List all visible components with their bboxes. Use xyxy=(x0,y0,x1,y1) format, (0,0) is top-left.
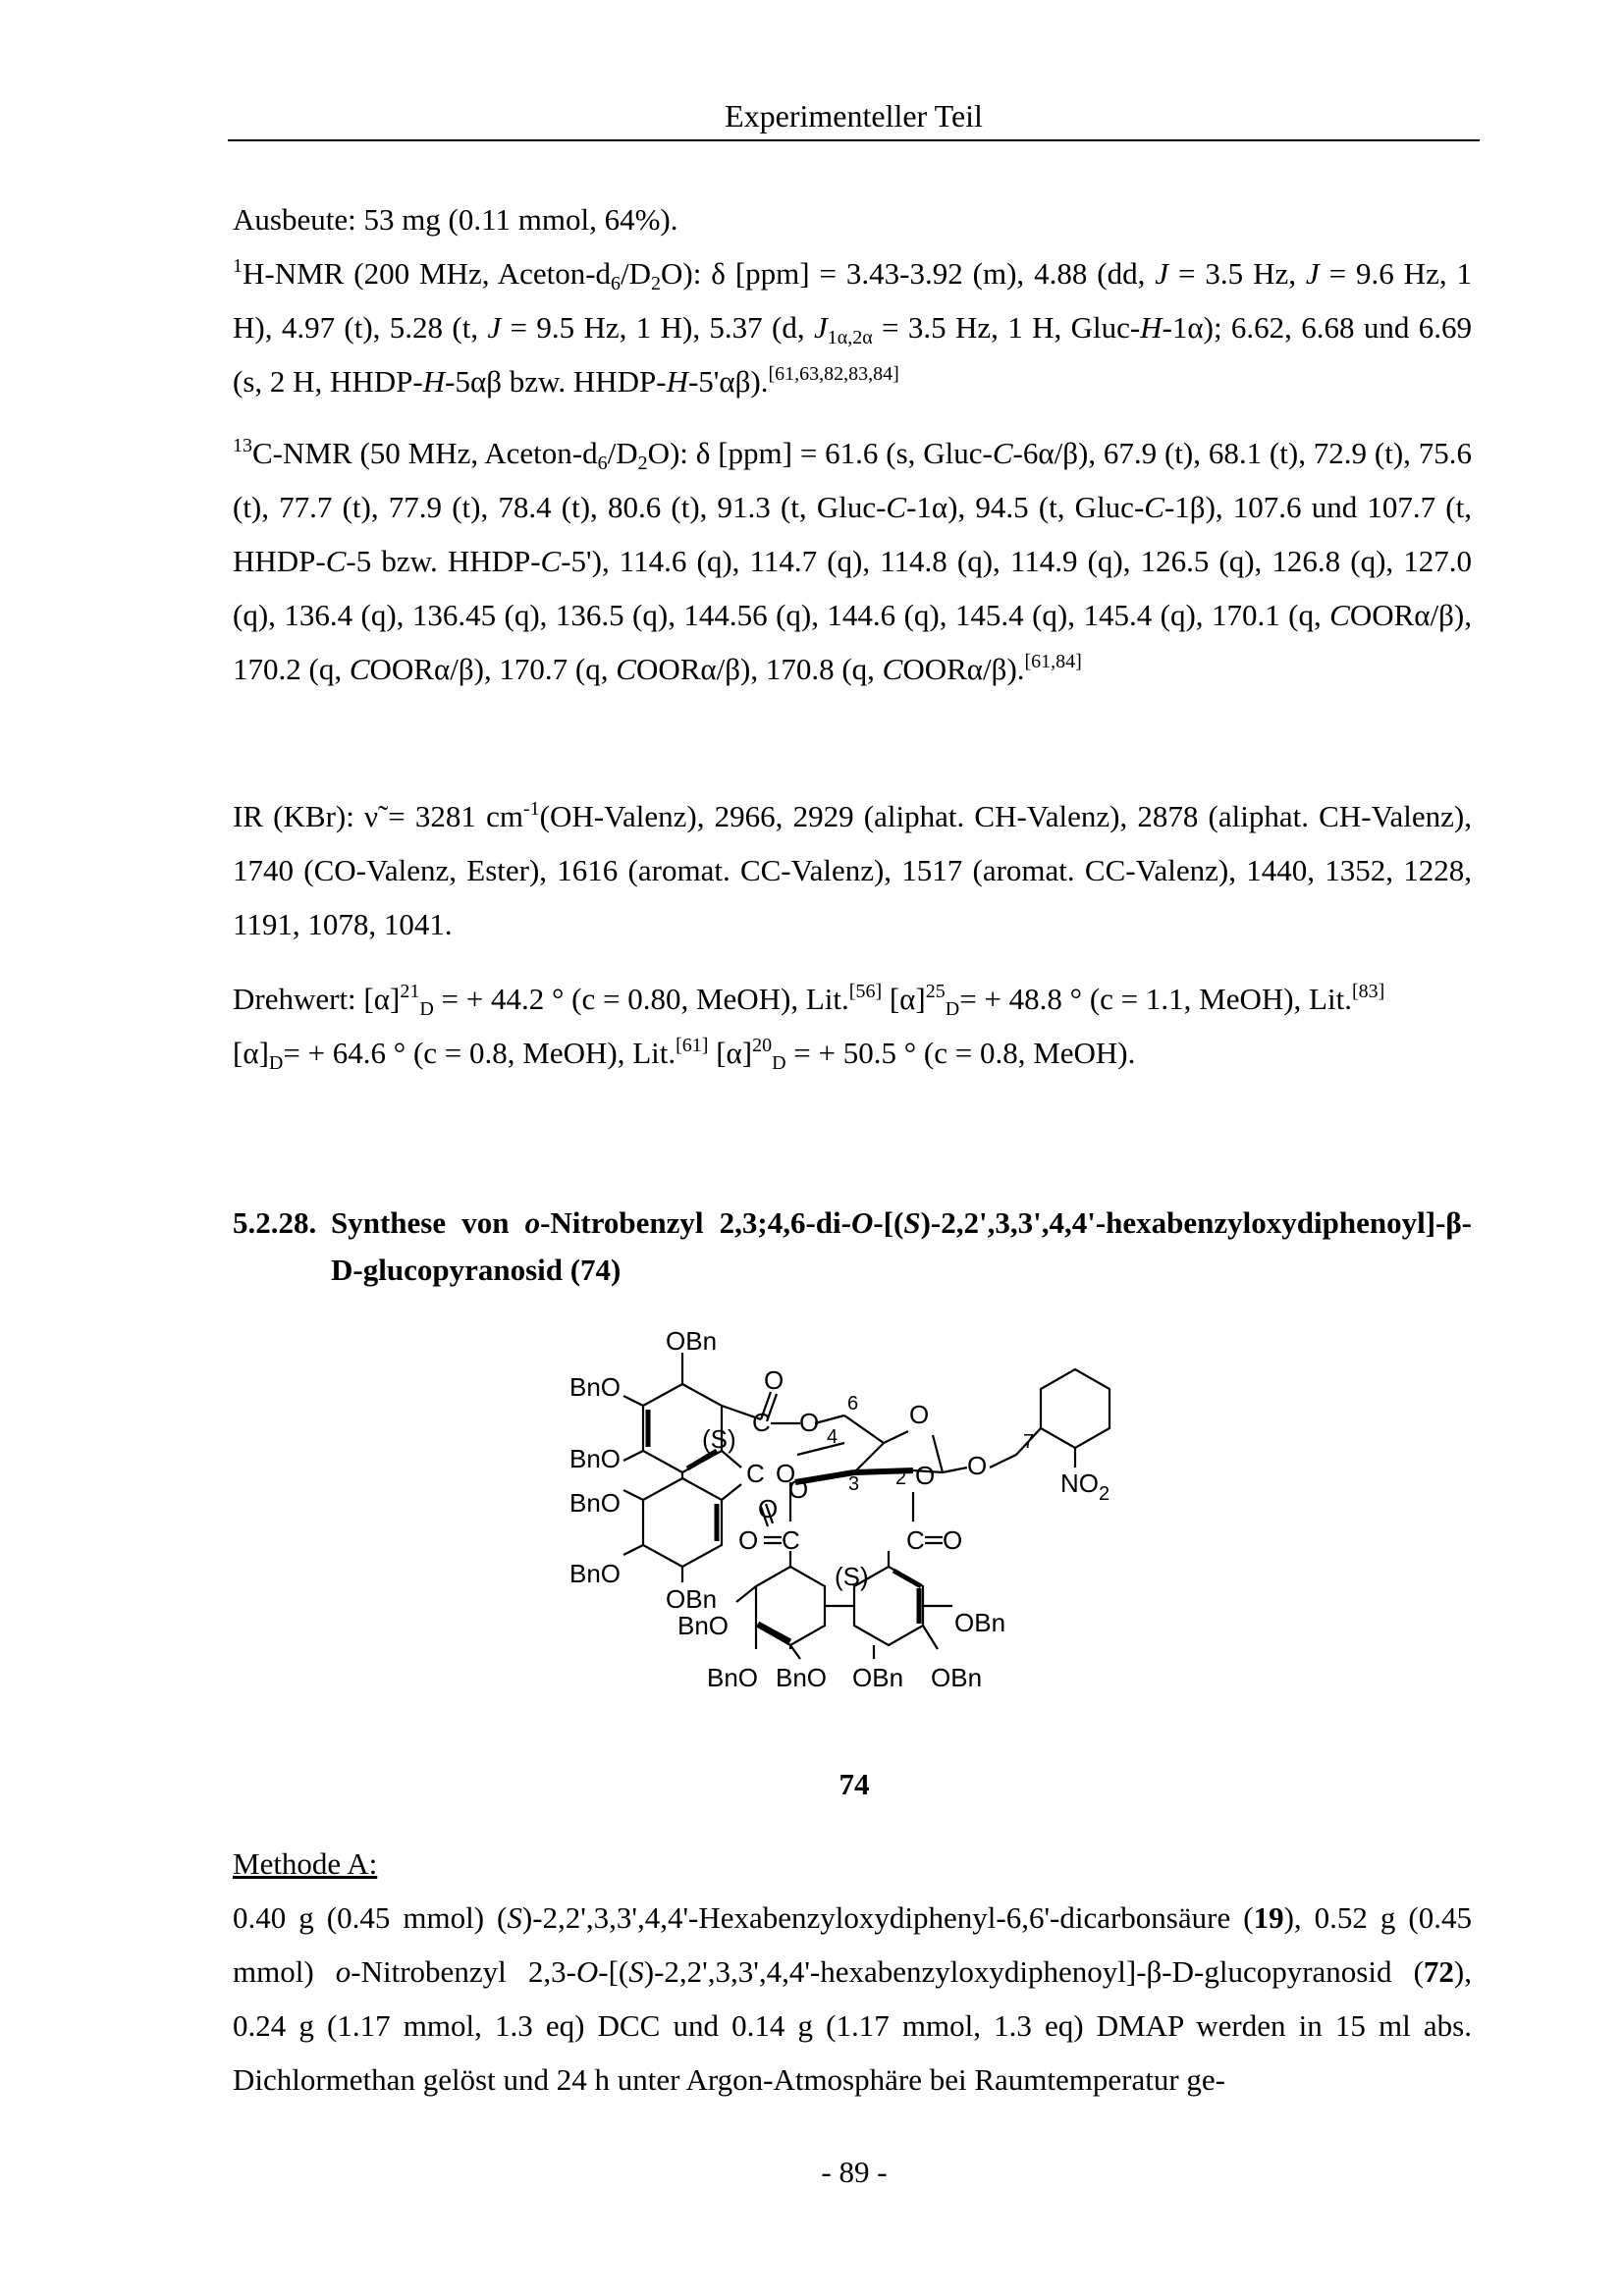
svg-text:C: C xyxy=(746,1459,765,1488)
svg-text:7: 7 xyxy=(1023,1431,1035,1453)
svg-text:O: O xyxy=(764,1365,784,1395)
svg-text:BnO: BnO xyxy=(569,1444,622,1473)
running-header: Experimenteller Teil xyxy=(228,98,1480,141)
ir-paragraph: IR (KBr): ν̃ = 3281 $cm^{-1}(OH-Valenz)$, 2966, 2929 (aliphat. CH-Valenz), 2878 (aliphat. CH-Valenz), 1740 (CO-Valenz, Ester), 1616 (aromat. CC-Valenz), 1517 (aromat. CC-Valenz), 1440, 1352, 1228, 1191, 1078, 1041. xyxy=(233,798,1472,941)
svg-text:C: C xyxy=(906,1525,925,1555)
svg-text:BnO: BnO xyxy=(707,1663,759,1692)
svg-text:O: O xyxy=(758,1494,779,1523)
method-title: Methode A: xyxy=(233,1846,378,1881)
svg-text:O: O xyxy=(967,1451,988,1480)
svg-text:C: C xyxy=(782,1525,800,1555)
svg-text:BnO: BnO xyxy=(776,1663,828,1692)
svg-text:3: 3 xyxy=(848,1473,860,1495)
svg-text:OBn: OBn xyxy=(666,1326,718,1356)
svg-text:BnO: BnO xyxy=(569,1372,622,1402)
section-heading xyxy=(233,1200,1472,1294)
svg-text:O: O xyxy=(788,1474,809,1504)
svg-text:NO: NO xyxy=(1060,1468,1099,1498)
svg-text:BnO: BnO xyxy=(677,1611,730,1640)
svg-text:OBn: OBn xyxy=(954,1608,1006,1637)
svg-text:O: O xyxy=(915,1461,936,1490)
svg-text:C: C xyxy=(752,1408,771,1437)
structure-diagram xyxy=(550,1325,1159,1836)
page-number: - 89 - xyxy=(821,2155,888,2189)
hnmr-paragraph: $^1$H-NMR (200 MHz, Aceton-$d_6/D_2O$): δ [ppm] = 3.43-3.92 (m), 4.88 (dd, J = 3.5 Hz, J = 9.6 Hz, 1 H), 4.97 (t), 5.28 (t, J = 9.5 Hz, 1 H), 5.37 (d, $J_{1\alpha,2\alpha} = 3.5$ Hz, 1 H, Gluc-H-1α); 6.62, 6.68 und 6.69 (s, 2 H, HHDP-H-5αβ bzw. HHDP-H-5'αβ).[61,63,82,83,84] xyxy=(233,255,1473,399)
svg-text:O: O xyxy=(943,1525,963,1555)
svg-text:OBn: OBn xyxy=(931,1663,983,1692)
molecule-74-drawing xyxy=(550,1325,1159,1836)
cnmr-paragraph: $^{13}$C-NMR (50 MHz, Aceton-$d_6/D_2O$): δ [ppm] = 61.6 (s, Gluc-C-6α/β), 67.9 (t), 68.1 (t), 72.9 (t), 75.6 (t), 77.7 (t), 77.9 (t), 78.4 (t), 80.6 (t), 91.3 (t, Gluc-C-1α), 94.5 (t, Gluc-C-1β), 107.6 und 107.7 (t, HHDP-C-5 bzw. HHDP-C-5'), 114.6 (q), 114.7 (q), 114.8 (q), 114.9 (q), 126.5 (q), 126.8 (q), 127.0 (q), 136.4 (q), 136.45 (q), 136.5 (q), 144.56 (q), 144.6 (q), 145.4 (q), 145.4 (q), 170.1 (q, COORα/β), 170.2 (q, COORα/β), 170.7 (q, COORα/β), 170.8 (q, COORα/β).[61,84] xyxy=(233,435,1472,686)
section-title: Synthese von o-Nitrobenzyl 2,3;4,6-di-O-[(S)-2,2',3,3',4,4'-hexabenzyloxydiphenoyl]-β-D-glucopyranosid (74) xyxy=(331,1205,1472,1287)
svg-text:BnO: BnO xyxy=(569,1559,622,1588)
svg-text:4: 4 xyxy=(827,1426,839,1448)
svg-text:(S): (S) xyxy=(835,1562,869,1591)
svg-text:2: 2 xyxy=(895,1468,907,1489)
svg-text:O: O xyxy=(909,1400,930,1429)
svg-text:OBn: OBn xyxy=(666,1584,718,1614)
svg-text:OBn: OBn xyxy=(852,1663,904,1692)
svg-text:(S): (S) xyxy=(702,1424,736,1454)
svg-text:2: 2 xyxy=(1099,1483,1110,1505)
section-number: 5.2.28. xyxy=(233,1205,317,1240)
yield-line: Ausbeute: 53 mg (0.11 mmol, 64%). xyxy=(233,202,678,237)
svg-text:6: 6 xyxy=(847,1393,859,1415)
svg-text:O: O xyxy=(799,1408,820,1437)
svg-text:BnO: BnO xyxy=(569,1488,622,1518)
method-paragraph: 0.40 g (0.45 mmol) (S)-2,2',3,3',4,4'-Hexabenzyloxydiphenyl-6,6'-dicarbonsäure (19), 0.52 g (0.45 mmol) o-Nitrobenzyl 2,3-O-[(S)-2,2',3,3',4,4'-hexabenzyloxydiphenoyl]-β-D-glucopyranosid (72), 0.24 g (1.17 mmol, 1.3 eq) DCC und 0.14 g (1.17 mmol, 1.3 eq) DMAP werden in 15 ml abs. Dichlormethan gelöst und 24 h unter Argon-Atmosphäre bei Raumtemperatur ge- xyxy=(233,1900,1472,2097)
svg-text:O: O xyxy=(738,1525,759,1555)
rotation-paragraph: Drehwert: $[\alpha]^{21}_D$ = + 44.2 ° (c = 0.80, MeOH), Lit.[56] $[\alpha]^{25}_D= + 48.8$ ° (c = 1.1, MeOH), Lit.[83] $[\alpha]_D= + 64.6$ ° (c = 0.8, MeOH), Lit.[61] $[\alpha]^{20}_D$ = + 50.5 ° (c = 0.8, MeOH). xyxy=(233,981,1385,1074)
compound-number: 74 xyxy=(839,1767,870,1801)
svg-text:O: O xyxy=(776,1459,796,1488)
